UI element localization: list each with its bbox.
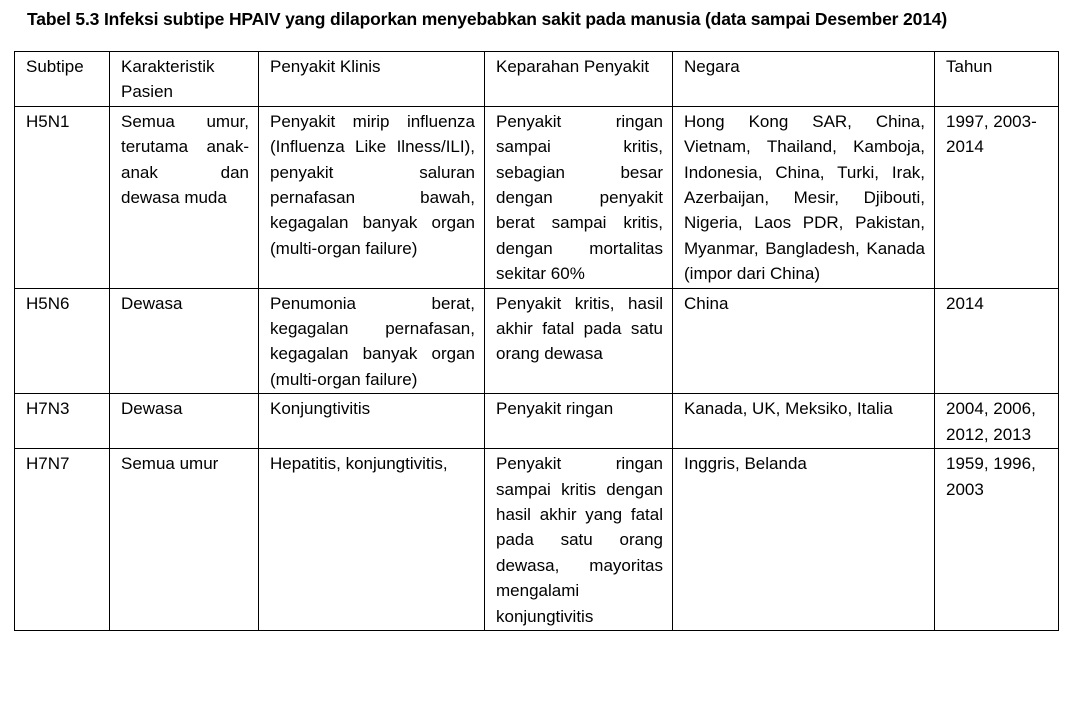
cell-karakteristik: Semua umur, terutama anak-anak dan dewasa muda (110, 106, 259, 288)
table-row (15, 449, 1059, 631)
header-keparahan: Keparahan Penyakit (485, 52, 673, 107)
cell-negara: China (673, 288, 935, 394)
cell-keparahan: Penyakit ringan sampai kritis dengan hasil akhir yang fatal pada satu orang dewasa, mayoritas mengalami konjungtivitis (485, 449, 673, 631)
cell-negara: Kanada, UK, Meksiko, Italia (673, 394, 935, 449)
cell-karakteristik: Dewasa (110, 288, 259, 394)
cell-tahun: 1997, 2003-2014 (935, 106, 1059, 288)
cell-subtipe: H7N7 (15, 449, 110, 631)
cell-negara: Inggris, Belanda (673, 449, 935, 631)
cell-keparahan: Penyakit ringan (485, 394, 673, 449)
table-caption: Tabel 5.3 Infeksi subtipe HPAIV yang dilaporkan menyebabkan sakit pada manusia (data sampai Desember 2014) (27, 9, 948, 29)
hpaiv-table (14, 51, 1059, 631)
header-negara: Negara (673, 52, 935, 107)
cell-karakteristik: Dewasa (110, 394, 259, 449)
cell-penyakit-klinis: Penumonia berat, kegagalan pernafasan, kegagalan banyak organ (multi-organ failure) (259, 288, 485, 394)
cell-keparahan: Penyakit ringan sampai kritis, sebagian besar dengan penyakit berat sampai kritis, dengan mortalitas sekitar 60% (485, 106, 673, 288)
cell-penyakit-klinis: Penyakit mirip influenza (Influenza Like Ilness/ILI), penyakit saluran pernafasan bawah, kegagalan banyak organ (multi-organ failure) (259, 106, 485, 288)
table-row (15, 106, 1059, 288)
cell-karakteristik: Semua umur (110, 449, 259, 631)
cell-subtipe: H5N6 (15, 288, 110, 394)
table-row (15, 288, 1059, 394)
cell-penyakit-klinis: Hepatitis, konjungtivitis, (259, 449, 485, 631)
cell-negara: Hong Kong SAR, China, Vietnam, Thailand, Kamboja, Indonesia, China, Turki, Irak, Azerbaijan, Mesir, Djibouti, Nigeria, Laos PDR, Pakistan, Myanmar, Bangladesh, Kanada (impor dari China) (673, 106, 935, 288)
header-row (15, 52, 1059, 107)
header-tahun: Tahun (935, 52, 1059, 107)
table-row (15, 394, 1059, 449)
cell-tahun: 2004, 2006, 2012, 2013 (935, 394, 1059, 449)
cell-subtipe: H5N1 (15, 106, 110, 288)
cell-subtipe: H7N3 (15, 394, 110, 449)
header-penyakit-klinis: Penyakit Klinis (259, 52, 485, 107)
header-karakteristik: Karakteristik Pasien (110, 52, 259, 107)
header-subtipe: Subtipe (15, 52, 110, 107)
cell-tahun: 2014 (935, 288, 1059, 394)
cell-penyakit-klinis: Konjungtivitis (259, 394, 485, 449)
cell-keparahan: Penyakit kritis, hasil akhir fatal pada satu orang dewasa (485, 288, 673, 394)
cell-tahun: 1959, 1996, 2003 (935, 449, 1059, 631)
